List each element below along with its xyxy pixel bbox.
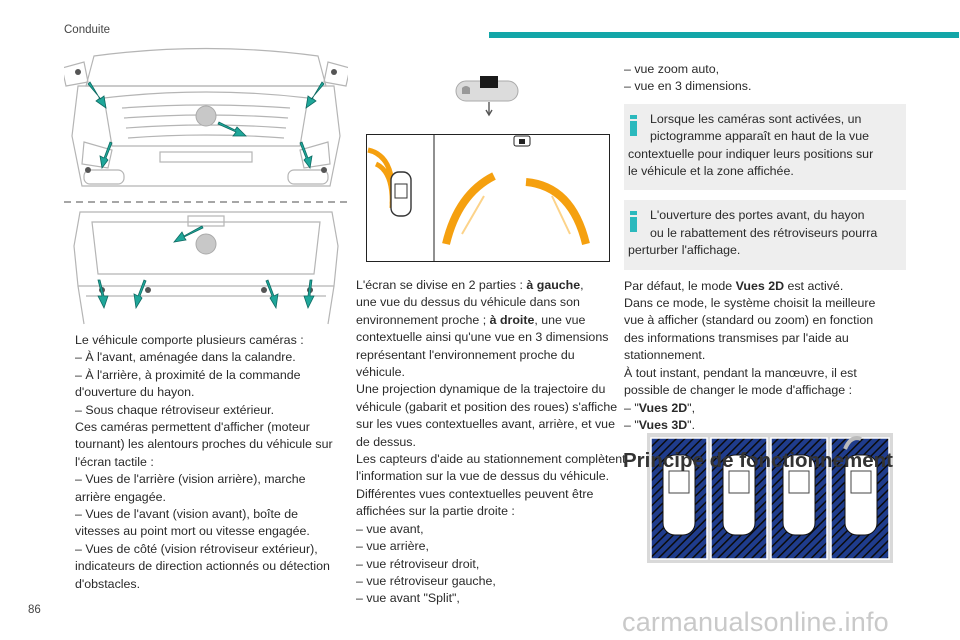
text-line: L'ouverture des portes avant, du hayon [650, 208, 865, 223]
column-middle [356, 277, 626, 608]
text-span: , [580, 278, 584, 292]
text-span: environnement proche ; [356, 312, 490, 327]
info-note-doors [624, 200, 906, 269]
text-line: l'information sur la vue de dessus du véhicule. [356, 469, 610, 484]
text-line: Une projection dynamique de la trajectoire du [356, 382, 606, 397]
text-line: l'écran tactile : [75, 454, 154, 469]
column-right [624, 61, 904, 474]
text-line: une vue du dessus du véhicule dans son [356, 295, 580, 310]
text-line: Lorsque les caméras sont activées, un [650, 111, 862, 126]
text-line: Différentes vues contextuelles peuvent être [356, 486, 594, 501]
text-line: d'obstacles. [75, 576, 141, 591]
text-line: possible de changer le mode d'affichage : [624, 383, 853, 398]
interior-mirror-illustration [448, 74, 524, 118]
vehicle-cameras-illustration [64, 46, 348, 326]
info-icon [630, 211, 638, 232]
text-line: véhicule. [356, 365, 405, 380]
text-line: tournant) les alentours proches du véhicule sur [75, 437, 333, 452]
text-line: Les capteurs d'aide au stationnement complètent [356, 452, 626, 467]
text-line: d'ouverture du hayon. [75, 385, 195, 400]
text-span: – " [624, 417, 639, 432]
text-span: est activé. [784, 278, 844, 293]
text-line: perturber l'affichage. [628, 243, 741, 258]
text-line: Le véhicule comporte plusieurs caméras : [75, 333, 304, 347]
text-line: de dessus. [356, 434, 416, 449]
text-line [624, 400, 904, 417]
text-line: – À l'arrière, à proximité de la commande [75, 367, 301, 382]
info-note-cameras [624, 104, 906, 191]
text-line: ou le rabattement des rétroviseurs pourra [650, 225, 878, 240]
page-number: 86 [28, 604, 41, 616]
text-line: – À l'avant, aménagée dans la calandre. [75, 350, 296, 365]
text-line: À tout instant, pendant la manœuvre, il est [624, 365, 857, 380]
text-line [356, 312, 626, 329]
text-span: ". [687, 417, 696, 432]
text-line: – vue arrière, [356, 539, 430, 554]
column-left [75, 332, 341, 593]
text-line: – Vues de côté (vision rétroviseur extérieur), [75, 541, 318, 556]
text-line: – Vues de l'avant (vision avant), boîte de [75, 507, 299, 522]
running-header: Conduite [64, 24, 111, 36]
split-screen-illustration [366, 134, 610, 262]
text-line: – Sous chaque rétroviseur extérieur. [75, 402, 275, 417]
text-line [624, 417, 904, 434]
bold-term: Vues 2D [638, 400, 688, 415]
watermark: carmanualsonline.info [622, 607, 889, 637]
section-heading: Principe de fonctionnement [623, 449, 893, 473]
text-line: – vue rétroviseur gauche, [356, 573, 496, 588]
text-line: contextuelle pour indiquer leurs positions sur [628, 146, 874, 161]
text-line: stationnement. [624, 348, 706, 363]
bold-term: Vues 3D [638, 417, 688, 432]
bold-term: à droite [489, 312, 535, 327]
bold-term: à gauche [526, 278, 581, 292]
text-line: – vue en 3 dimensions. [624, 79, 752, 94]
text-line: véhicule (gabarit et position des roues) s'affiche [356, 399, 618, 414]
text-line: représentant l'environnement proche du [356, 347, 575, 362]
text-line: affichées sur la partie droite : [356, 504, 515, 519]
text-line: – vue avant "Split", [356, 591, 460, 606]
text-line: contextuelle ainsi qu'une vue en 3 dimensions [356, 330, 609, 345]
text-line: sur les vues contextuelles avant, arrière, et vue [356, 417, 615, 432]
text-span: Par défaut, le mode [624, 278, 736, 293]
text-span: ", [687, 400, 696, 415]
text-line: vue à afficher (standard ou zoom) en fonction [624, 313, 874, 328]
text-line: vitesses au point mort ou vitesse engagée. [75, 524, 310, 539]
bold-term: Vues 2D [735, 278, 785, 293]
text-line [356, 277, 626, 294]
text-line: arrière engagée. [75, 489, 166, 504]
text-line: – vue avant, [356, 521, 424, 536]
text-line: Ces caméras permettent d'afficher (moteur [75, 420, 310, 435]
text-line: – vue rétroviseur droit, [356, 556, 480, 571]
header-rule [489, 32, 959, 38]
text-line: – vue zoom auto, [624, 62, 720, 76]
text-line: le véhicule et la zone affichée. [628, 164, 794, 179]
text-line: indicateurs de direction actionnés ou détection [75, 559, 330, 574]
text-span: , une vue [534, 312, 586, 327]
text-line: – Vues de l'arrière (vision arrière), marche [75, 472, 306, 487]
text-span: – " [624, 400, 639, 415]
text-line: pictogramme apparaît en haut de la vue [650, 129, 870, 144]
text-line: des informations transmises par l'aide au [624, 330, 849, 345]
text-span: L'écran se divise en 2 parties : [356, 278, 527, 292]
text-line: Dans ce mode, le système choisit la meilleure [624, 296, 876, 311]
text-line [624, 278, 904, 295]
info-icon [630, 115, 638, 136]
